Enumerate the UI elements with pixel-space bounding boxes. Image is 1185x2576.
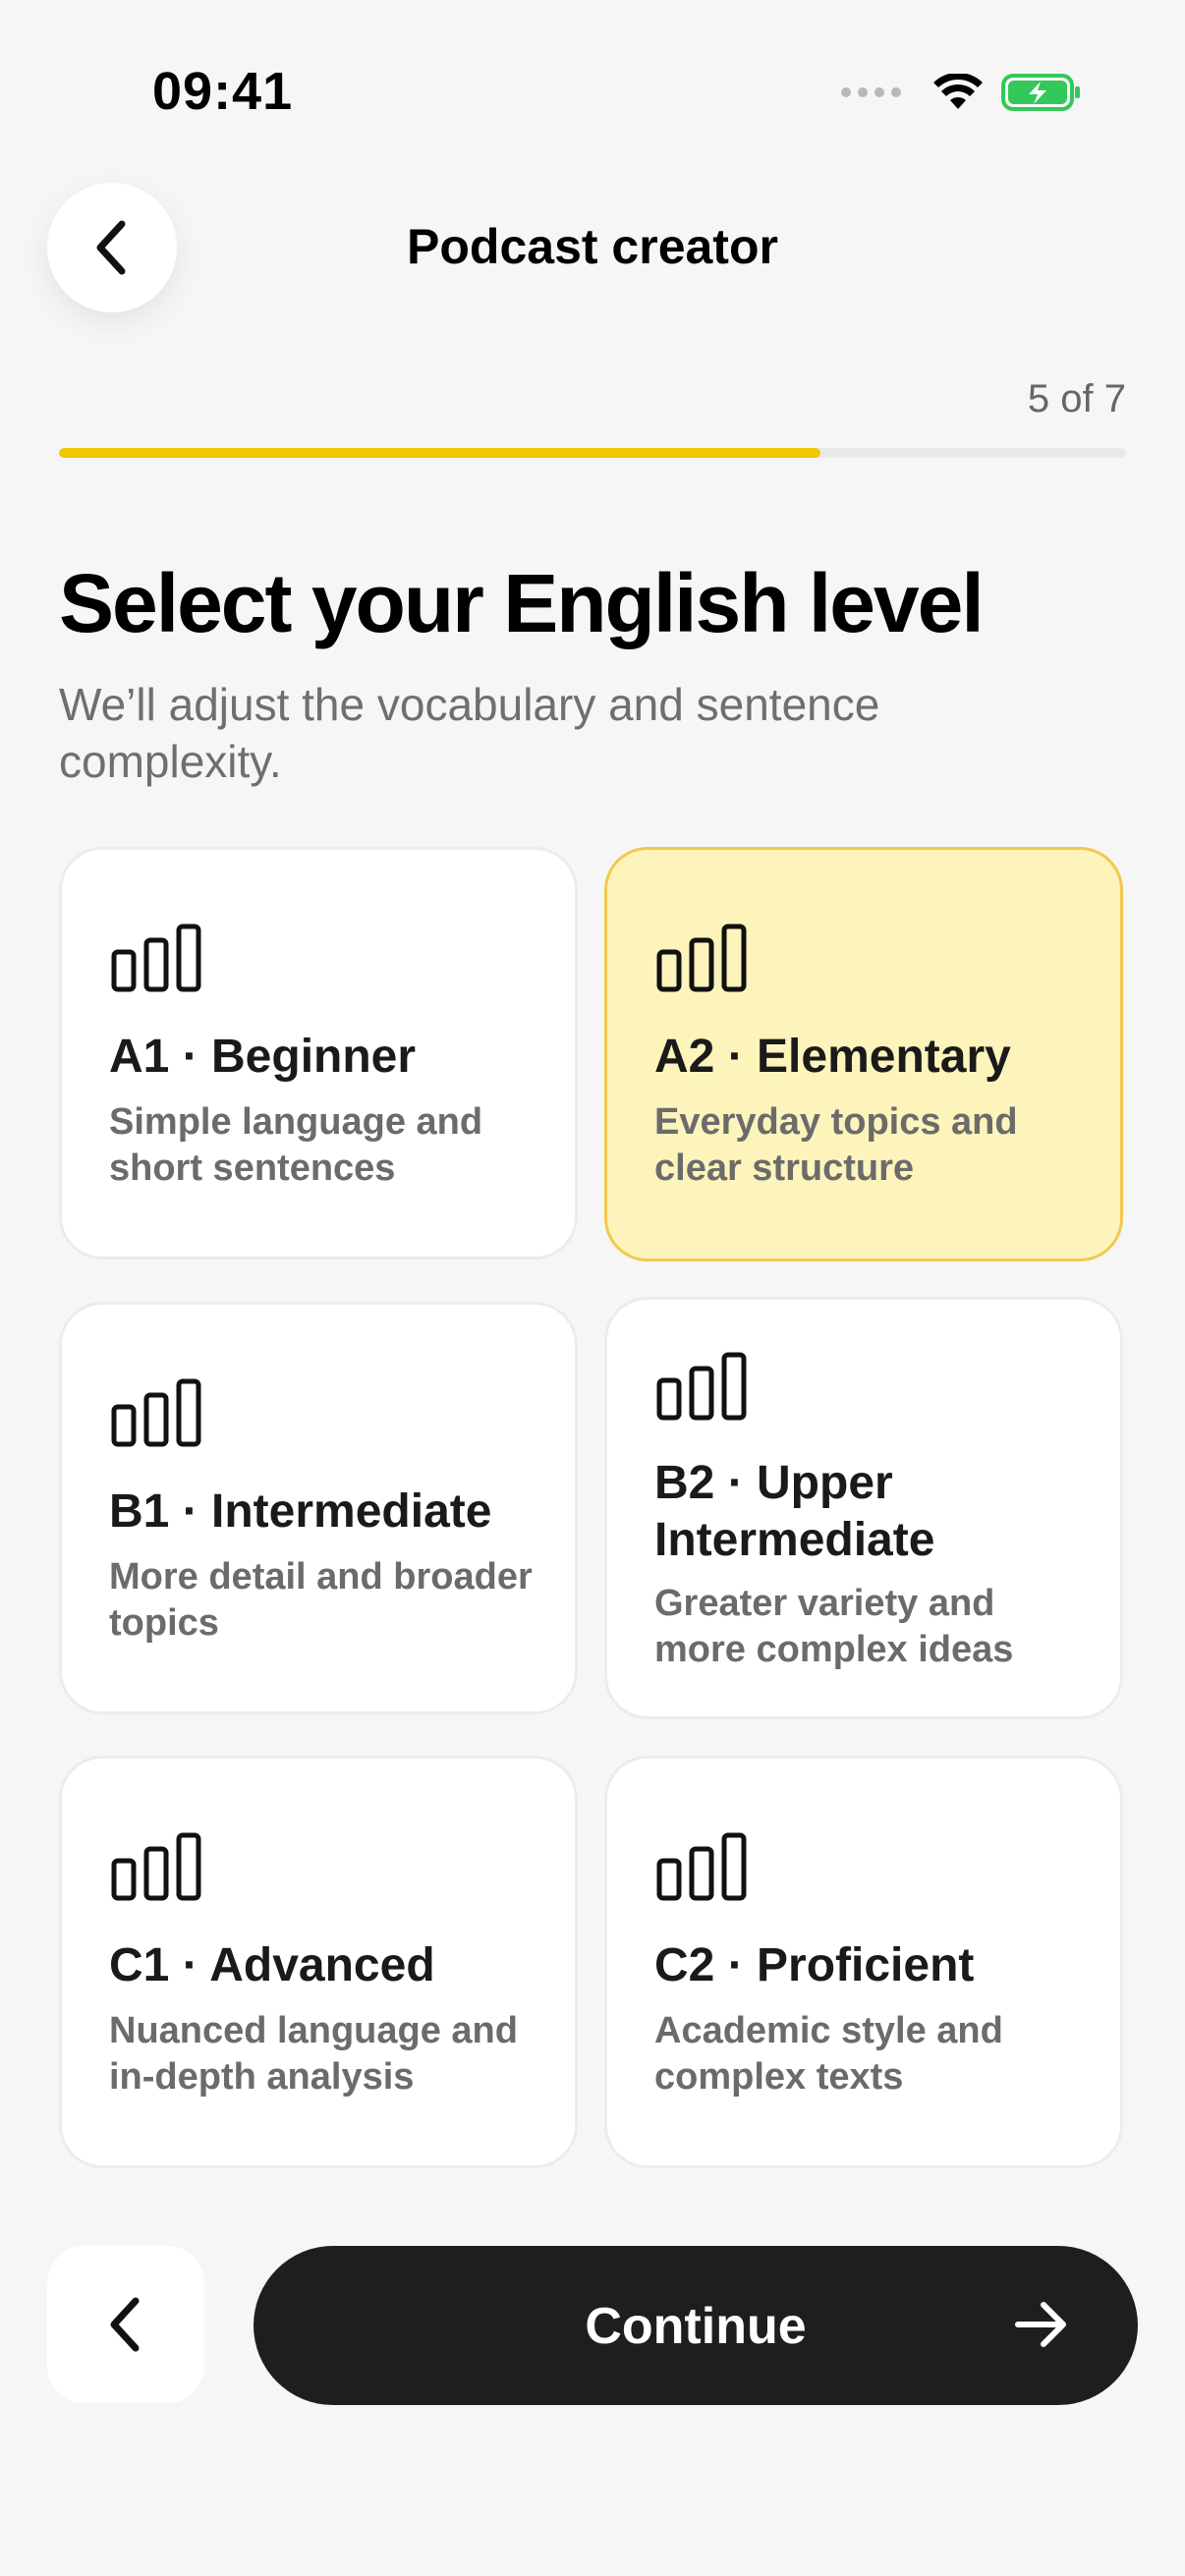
page-subtitle: We’ll adjust the vocabulary and sentence complexity. bbox=[59, 679, 880, 787]
page-headline: Select your English level bbox=[59, 557, 983, 649]
level-title: A1 · Beginner bbox=[109, 1031, 417, 1083]
bar-chart-icon bbox=[654, 1831, 753, 1902]
wifi-icon bbox=[932, 74, 984, 111]
signal-dots-icon bbox=[841, 87, 901, 97]
footer-back-button[interactable] bbox=[47, 2246, 204, 2403]
level-description: More detail and broader topics bbox=[109, 1556, 533, 1644]
progress-bar bbox=[59, 448, 1126, 458]
level-description: Everyday topics and clear structure bbox=[654, 1101, 1018, 1189]
bar-chart-icon bbox=[654, 1351, 753, 1422]
arrow-right-icon bbox=[1014, 2300, 1069, 2349]
level-card-a1[interactable] bbox=[59, 847, 578, 1260]
level-card-a2[interactable] bbox=[604, 847, 1123, 1261]
level-title: A2 · Elementary bbox=[654, 1031, 1011, 1083]
battery-charging-icon bbox=[1001, 74, 1082, 111]
status-bar bbox=[0, 0, 1185, 157]
level-card-c2[interactable] bbox=[604, 1756, 1123, 2168]
page-title: Podcast creator bbox=[407, 219, 778, 274]
level-title: C1 · Advanced bbox=[109, 1939, 435, 1991]
status-icons bbox=[841, 74, 1082, 111]
level-description: Simple language and short sentences bbox=[109, 1101, 483, 1189]
level-card-b2[interactable] bbox=[604, 1297, 1123, 1719]
continue-button[interactable] bbox=[254, 2246, 1138, 2405]
level-card-b1[interactable] bbox=[59, 1302, 578, 1714]
level-description: Nuanced language and in-depth analysis bbox=[109, 2010, 518, 2098]
progress-fill bbox=[59, 448, 820, 458]
level-title: B1 · Intermediate bbox=[109, 1485, 492, 1538]
level-title: C2 · Proficient bbox=[654, 1939, 975, 1991]
level-description: Academic style and complex texts bbox=[654, 2010, 1003, 2098]
level-title: B2 · Upper Intermediate bbox=[654, 1457, 935, 1566]
level-card-c1[interactable] bbox=[59, 1756, 578, 2168]
chevron-left-icon bbox=[104, 2295, 147, 2354]
bar-chart-icon bbox=[654, 923, 753, 993]
bar-chart-icon bbox=[109, 1831, 207, 1902]
progress-label: 5 of 7 bbox=[1027, 377, 1126, 420]
status-time: 09:41 bbox=[152, 62, 294, 121]
continue-label: Continue bbox=[585, 2298, 807, 2355]
level-description: Greater variety and more complex ideas bbox=[654, 1583, 1014, 1670]
bar-chart-icon bbox=[109, 923, 207, 993]
bar-chart-icon bbox=[109, 1377, 207, 1448]
